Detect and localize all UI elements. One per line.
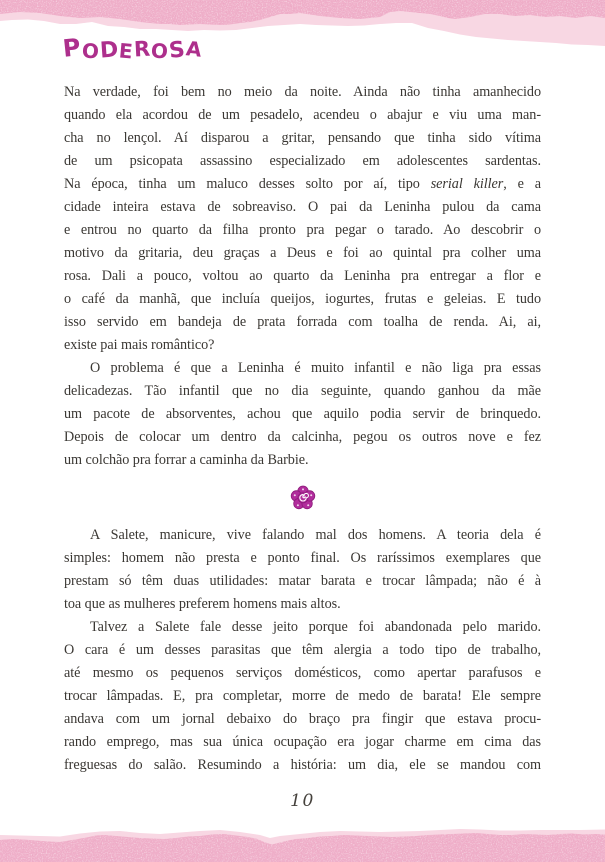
text-run: motivo da gritaria, deu graças a Deus e foi ao quintal pra colher uma bbox=[64, 245, 541, 261]
text-run: Na verdade, foi bem no meio da noite. Ainda não tinha amanhecido bbox=[64, 84, 541, 100]
text-line bbox=[64, 265, 541, 288]
text-line bbox=[64, 639, 541, 662]
text-line bbox=[64, 754, 541, 777]
text-line bbox=[64, 708, 541, 731]
text-line bbox=[64, 334, 541, 357]
text-run: A Salete, manicure, vive falando mal dos homens. A teoria dela é bbox=[90, 527, 541, 543]
paragraph bbox=[64, 616, 541, 777]
text-column bbox=[64, 81, 541, 777]
text-line bbox=[64, 616, 541, 639]
text-run: cidade inteira estava de sobreaviso. O pai da Leninha pulou da cama bbox=[64, 199, 541, 215]
text-run: rando emprego, mas sua única ocupação era jogar charme em cima das bbox=[64, 734, 541, 750]
heading-letter: O bbox=[149, 38, 170, 64]
text-line bbox=[64, 593, 541, 616]
text-line bbox=[64, 173, 541, 196]
text-run: até mesmo os pequenos serviços domésticos, como apertar parafusos e bbox=[64, 665, 541, 681]
text-run: freguesas do salão. Resumindo a história: um dia, ele se mandou com bbox=[64, 757, 541, 773]
text-run: isso servido em bandeja de prata forrada com toalha de renda. Ai, ai, bbox=[64, 314, 541, 330]
text-run: rosa. Dali a pouco, voltou ao quarto da Leninha pra entregar a flor e bbox=[64, 268, 541, 284]
heading-letter: D bbox=[98, 37, 120, 64]
text-run: O problema é que a Leninha é muito infantil e não liga pra essas bbox=[90, 360, 541, 376]
text-line bbox=[64, 311, 541, 334]
heading-letter: R bbox=[132, 36, 152, 62]
text-line bbox=[64, 449, 541, 472]
italic-run: serial killer bbox=[430, 176, 504, 192]
text-line bbox=[64, 242, 541, 265]
text-line bbox=[64, 403, 541, 426]
text-run: trocar lâmpadas. E, pra completar, morre de medo de barata! Ele sempre bbox=[64, 688, 541, 704]
text-section bbox=[64, 81, 541, 472]
text-line bbox=[64, 219, 541, 242]
ornament-row bbox=[64, 472, 541, 524]
paragraph bbox=[64, 81, 541, 357]
text-line bbox=[64, 685, 541, 708]
heading-letter: E bbox=[117, 38, 135, 64]
text-run: de um psicopata assassino especializado em adolescentes sardentas. bbox=[64, 153, 541, 169]
text-run: o café da manhã, que incluía queijos, iogurtes, frutas e geleias. E tudo bbox=[64, 291, 541, 307]
text-run: existe pai mais romântico? bbox=[64, 337, 215, 353]
text-line bbox=[64, 357, 541, 380]
text-line bbox=[64, 524, 541, 547]
text-run: Talvez a Salete fale desse jeito porque foi abandonada pelo marido. bbox=[90, 619, 541, 635]
torn-paper-bottom-band bbox=[0, 826, 605, 862]
text-line bbox=[64, 731, 541, 754]
text-line bbox=[64, 547, 541, 570]
text-run: quando ela acordou de um pesadelo, acendeu o abajur e viu uma man- bbox=[64, 107, 541, 123]
text-line bbox=[64, 81, 541, 104]
text-run: Depois de colocar um dentro da calcinha, pegou os outros nove e fez bbox=[64, 429, 541, 445]
text-run: um pacote de absorventes, achou que aquilo podia servir de brinquedo. bbox=[64, 406, 541, 422]
text-section bbox=[64, 524, 541, 777]
heading-letter: P bbox=[61, 33, 83, 63]
paragraph bbox=[64, 524, 541, 616]
text-line bbox=[64, 570, 541, 593]
text-run: Na época, tinha um maluco desses solto por aí, tipo bbox=[64, 176, 431, 192]
text-run: prestam só têm duas utilidades: matar barata e trocar lâmpada; não é à bbox=[64, 573, 541, 589]
text-line bbox=[64, 127, 541, 150]
text-run: O cara é um desses parasitas que têm alergia a todo tipo de trabalho, bbox=[64, 642, 541, 658]
text-line bbox=[64, 426, 541, 449]
text-line bbox=[64, 288, 541, 311]
paragraph bbox=[64, 357, 541, 472]
text-line bbox=[64, 150, 541, 173]
heading-letter: O bbox=[80, 38, 101, 64]
heading-letter: A bbox=[184, 36, 204, 62]
text-run: simples: homem não presta e ponto final. Os raríssimos exemplares que bbox=[64, 550, 541, 566]
text-run: toa que as mulheres preferem homens mais altos. bbox=[64, 596, 341, 612]
text-line bbox=[64, 104, 541, 127]
text-run: delicadezas. Tão infantil que no dia seguinte, quando ganhou da mãe bbox=[64, 383, 541, 399]
text-run: um colchão pra forrar a caminha da Barbie. bbox=[64, 452, 309, 468]
page-number: 10 bbox=[290, 791, 315, 811]
text-run: , e a bbox=[503, 176, 541, 192]
text-run: andava com um jornal debaixo do braço pra fingir que estava procu- bbox=[64, 711, 541, 727]
text-line bbox=[64, 380, 541, 403]
page-heading bbox=[63, 35, 202, 63]
heading-letter: S bbox=[167, 37, 187, 64]
text-line bbox=[64, 196, 541, 219]
flower-icon bbox=[290, 485, 316, 511]
text-line bbox=[64, 662, 541, 685]
text-run: cha no lençol. Aí disparou a gritar, pensando que tinha sido vítima bbox=[64, 130, 541, 146]
text-run: e entrou no quarto da filha pronto pra pegar o tarado. Ao descobrir o bbox=[64, 222, 541, 238]
